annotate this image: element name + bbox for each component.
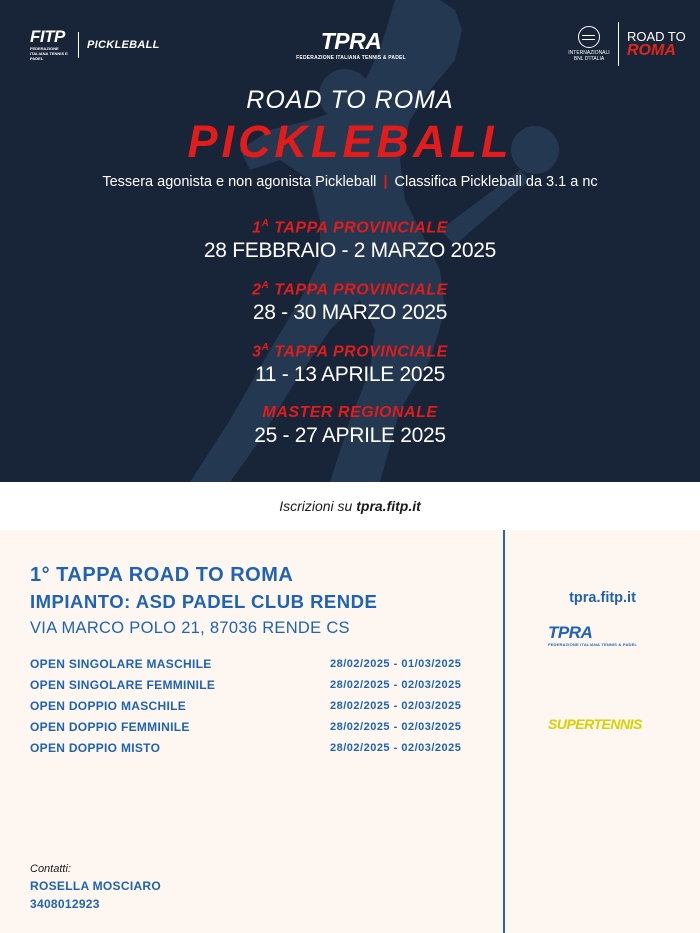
event-row bbox=[30, 737, 490, 758]
logo-divider bbox=[618, 22, 619, 66]
stage-1 bbox=[0, 218, 700, 263]
stage-2 bbox=[0, 280, 700, 325]
stage-3 bbox=[0, 342, 700, 387]
stage-label: $2^A$ TAPPA PROVINCIALE bbox=[252, 280, 448, 299]
venue-address: VIA MARCO POLO 21, 87036 RENDE CS bbox=[30, 619, 350, 637]
road-to-label: ROAD TO bbox=[627, 29, 686, 44]
contact-name: ROSELLA MOSCIARO bbox=[30, 879, 162, 893]
contacts-label: Contatti: bbox=[30, 863, 71, 875]
stage-label: MASTER REGIONALE bbox=[262, 404, 438, 421]
pickleball-section-label: PICKLEBALL bbox=[87, 38, 160, 51]
tpra-logo bbox=[290, 30, 412, 61]
subtitle-membership: Tessera agonista e non agonista Pickleball bbox=[102, 174, 377, 190]
registration-prefix: Iscrizioni su bbox=[279, 498, 357, 514]
ibnl-logo bbox=[566, 26, 612, 62]
title-pickleball: PICKLEBALL bbox=[187, 116, 513, 167]
stage-dates: 25 - 27 APRILE 2025 bbox=[254, 424, 446, 447]
ibnl-logo-text: INTERNAZIONALI BNL D'ITALIA bbox=[568, 50, 610, 62]
tpra-logo-subtext: FEDERAZIONE ITALIANA TENNIS & PADEL bbox=[296, 55, 406, 61]
event-name: OPEN DOPPIO MASCHILE bbox=[30, 698, 187, 713]
event-name: OPEN DOPPIO FEMMINILE bbox=[30, 719, 190, 734]
sidebar-tpra-logo bbox=[548, 624, 644, 647]
event-dates: 28/02/2025 - 02/03/2025 bbox=[330, 741, 462, 754]
stage-dates: 28 - 30 MARZO 2025 bbox=[252, 301, 448, 325]
registration-band bbox=[0, 482, 700, 530]
event-dates: 28/02/2025 - 02/03/2025 bbox=[330, 699, 462, 712]
event-row bbox=[30, 695, 490, 716]
globe-icon bbox=[578, 26, 600, 48]
event-dates: 28/02/2025 - 01/03/2025 bbox=[330, 657, 462, 670]
event-name: OPEN SINGOLARE MASCHILE bbox=[30, 656, 212, 671]
roma-label: ROMA bbox=[627, 42, 676, 59]
stage-label: $3^A$ TAPPA PROVINCIALE bbox=[252, 342, 448, 361]
stage-label: $1^A$ TAPPA PROVINCIALE bbox=[252, 218, 448, 237]
registration-link[interactable]: tpra.fitp.it bbox=[356, 498, 421, 514]
tpra-logo-subtext: FEDERAZIONE ITALIANA TENNIS & PADEL bbox=[548, 642, 638, 647]
hero-subtitle bbox=[0, 174, 700, 190]
event-dates: 28/02/2025 - 02/03/2025 bbox=[330, 678, 462, 691]
stage-dates: 28 FEBBRAIO - 2 MARZO 2025 bbox=[203, 239, 497, 263]
fitp-logo-subtext: FEDERAZIONE ITALIANA TENNIS E PADEL bbox=[30, 46, 68, 61]
details-title: 1° TAPPA ROAD TO ROMA bbox=[30, 564, 294, 586]
event-row bbox=[30, 653, 490, 674]
details-section bbox=[0, 530, 700, 933]
fitp-logo-text: FITP bbox=[30, 27, 65, 46]
contacts-block bbox=[30, 863, 161, 911]
venue-name: IMPIANTO: ASD PADEL CLUB RENDE bbox=[30, 591, 378, 612]
subtitle-ranking: Classifica Pickleball da 3.1 a nc bbox=[394, 174, 598, 190]
fitp-pickleball-logo bbox=[30, 28, 160, 61]
event-row bbox=[30, 716, 490, 737]
title-road-to-roma: ROAD TO ROMA bbox=[246, 86, 454, 114]
road-to-roma-logo bbox=[566, 22, 686, 66]
supertennis-logo: SUPERTENNIS bbox=[548, 716, 642, 732]
logo-divider bbox=[78, 32, 79, 58]
event-name: OPEN SINGOLARE FEMMINILE bbox=[30, 677, 216, 692]
event-name: OPEN DOPPIO MISTO bbox=[30, 740, 161, 755]
sidebar-url-link[interactable]: tpra.fitp.it bbox=[569, 590, 636, 606]
stage-dates: 11 - 13 APRILE 2025 bbox=[254, 363, 446, 387]
tpra-logo-text: TPRA bbox=[320, 28, 382, 54]
subtitle-separator: | bbox=[383, 174, 388, 190]
events-list bbox=[30, 653, 490, 758]
contact-phone[interactable]: 3408012923 bbox=[30, 897, 100, 911]
tpra-logo-text: TPRA bbox=[548, 623, 593, 642]
event-row bbox=[30, 674, 490, 695]
stage-master bbox=[0, 404, 700, 448]
event-dates: 28/02/2025 - 02/03/2025 bbox=[330, 720, 462, 733]
